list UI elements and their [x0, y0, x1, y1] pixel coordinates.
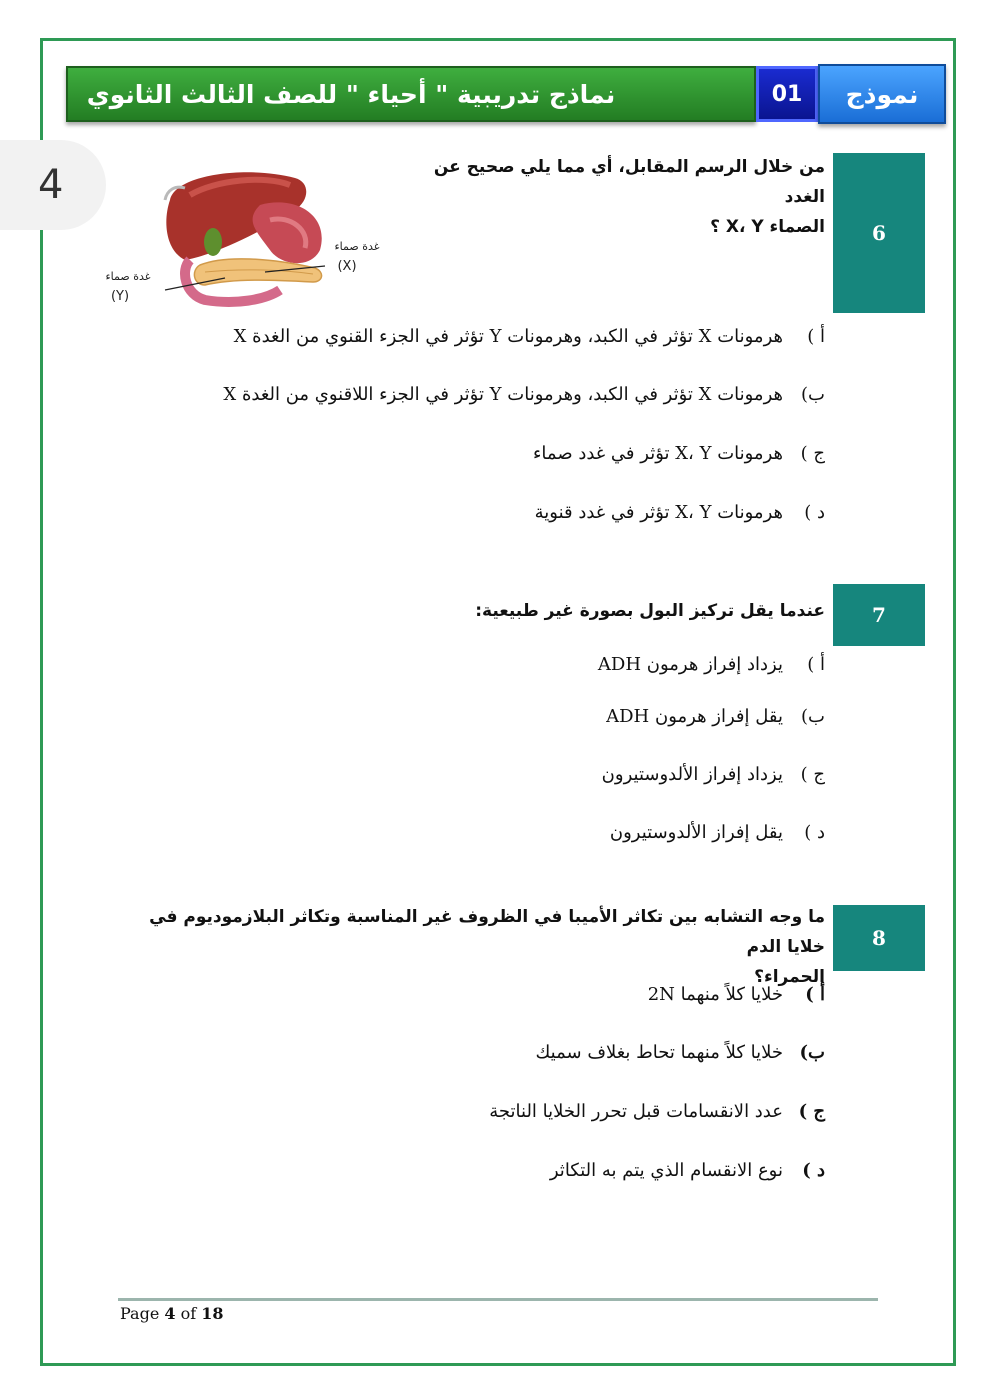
label-y-text: غدة صماء [105, 270, 151, 283]
question-number-6: 6 [833, 153, 925, 313]
question-6-line1: من خلال الرسم المقابل، أي مما يلي صحيح عن الغدد [433, 157, 825, 207]
page-tab-number: 4 [0, 140, 106, 230]
question-number-8: 8 [833, 905, 925, 971]
q7-option-d[interactable]: د )يقل إفراز الألدوستيرون [609, 822, 825, 843]
label-y-symbol: (Y) [110, 289, 130, 304]
question-6-text [405, 152, 825, 242]
q6-option-d[interactable]: د )هرمونات X، Y تؤثر في غدد قنوية [534, 502, 825, 523]
question-8-line1: ما وجه التشابه بين تكاثر الأميبا في الظروف غير المناسبة وتكاثر البلازموديوم في خلايا الدم [149, 907, 825, 957]
label-x-text: غدة صماء [334, 240, 380, 253]
label-x-symbol: (X) [337, 259, 357, 274]
gallbladder-illustration [204, 228, 222, 256]
question-number-7: 7 [833, 584, 925, 646]
q6-option-a[interactable]: أ )هرمونات X تؤثر في الكبد، وهرمونات Y تؤثر في الجزء القنوي من الغدة X [233, 326, 825, 347]
q8-option-a[interactable]: أ )خلايا كلاً منهما 2N [647, 984, 825, 1005]
question-8-text [125, 902, 825, 992]
q7-option-b[interactable]: ب)يقل إفراز هرمون ADH [606, 706, 825, 727]
question-7-text: عندما يقل تركيز البول بصورة غير طبيعية: [475, 601, 825, 621]
header-title: نماذج تدريبية " أحياء " للصف الثالث الثانوي [66, 66, 756, 122]
model-label: نموذج [818, 64, 946, 124]
q6-option-b[interactable]: ب)هرمونات X تؤثر في الكبد، وهرمونات Y تؤثر في الجزء اللاقنوي من الغدة X [223, 384, 825, 405]
q8-option-c[interactable]: ج )عدد الانقسامات قبل تحرر الخلايا الناتجة [489, 1101, 825, 1122]
pancreas-illustration [194, 259, 321, 285]
footer-divider [118, 1298, 878, 1301]
page-indicator: Page 4 of 18 [120, 1304, 224, 1323]
q8-option-b[interactable]: ب)خلايا كلاً منهما تحاط بغلاف سميك [535, 1042, 825, 1063]
q7-option-a[interactable]: أ )يزداد إفراز هرمون ADH [597, 654, 825, 675]
q7-option-c[interactable]: ج )يزداد إفراز الألدوستيرون [601, 764, 825, 785]
q8-option-d[interactable]: د )نوع الانقسام الذي يتم به التكاثر [549, 1160, 825, 1181]
model-number: 01 [756, 66, 818, 122]
digestive-system-diagram [95, 160, 395, 310]
question-6-line2: الصماء X، Y ؟ [710, 217, 825, 237]
question-8-line2: الحمراء؟ [754, 967, 825, 987]
stomach-illustration [253, 202, 322, 263]
q6-option-c[interactable]: ج )هرمونات X، Y تؤثر في غدد صماء [532, 443, 825, 464]
